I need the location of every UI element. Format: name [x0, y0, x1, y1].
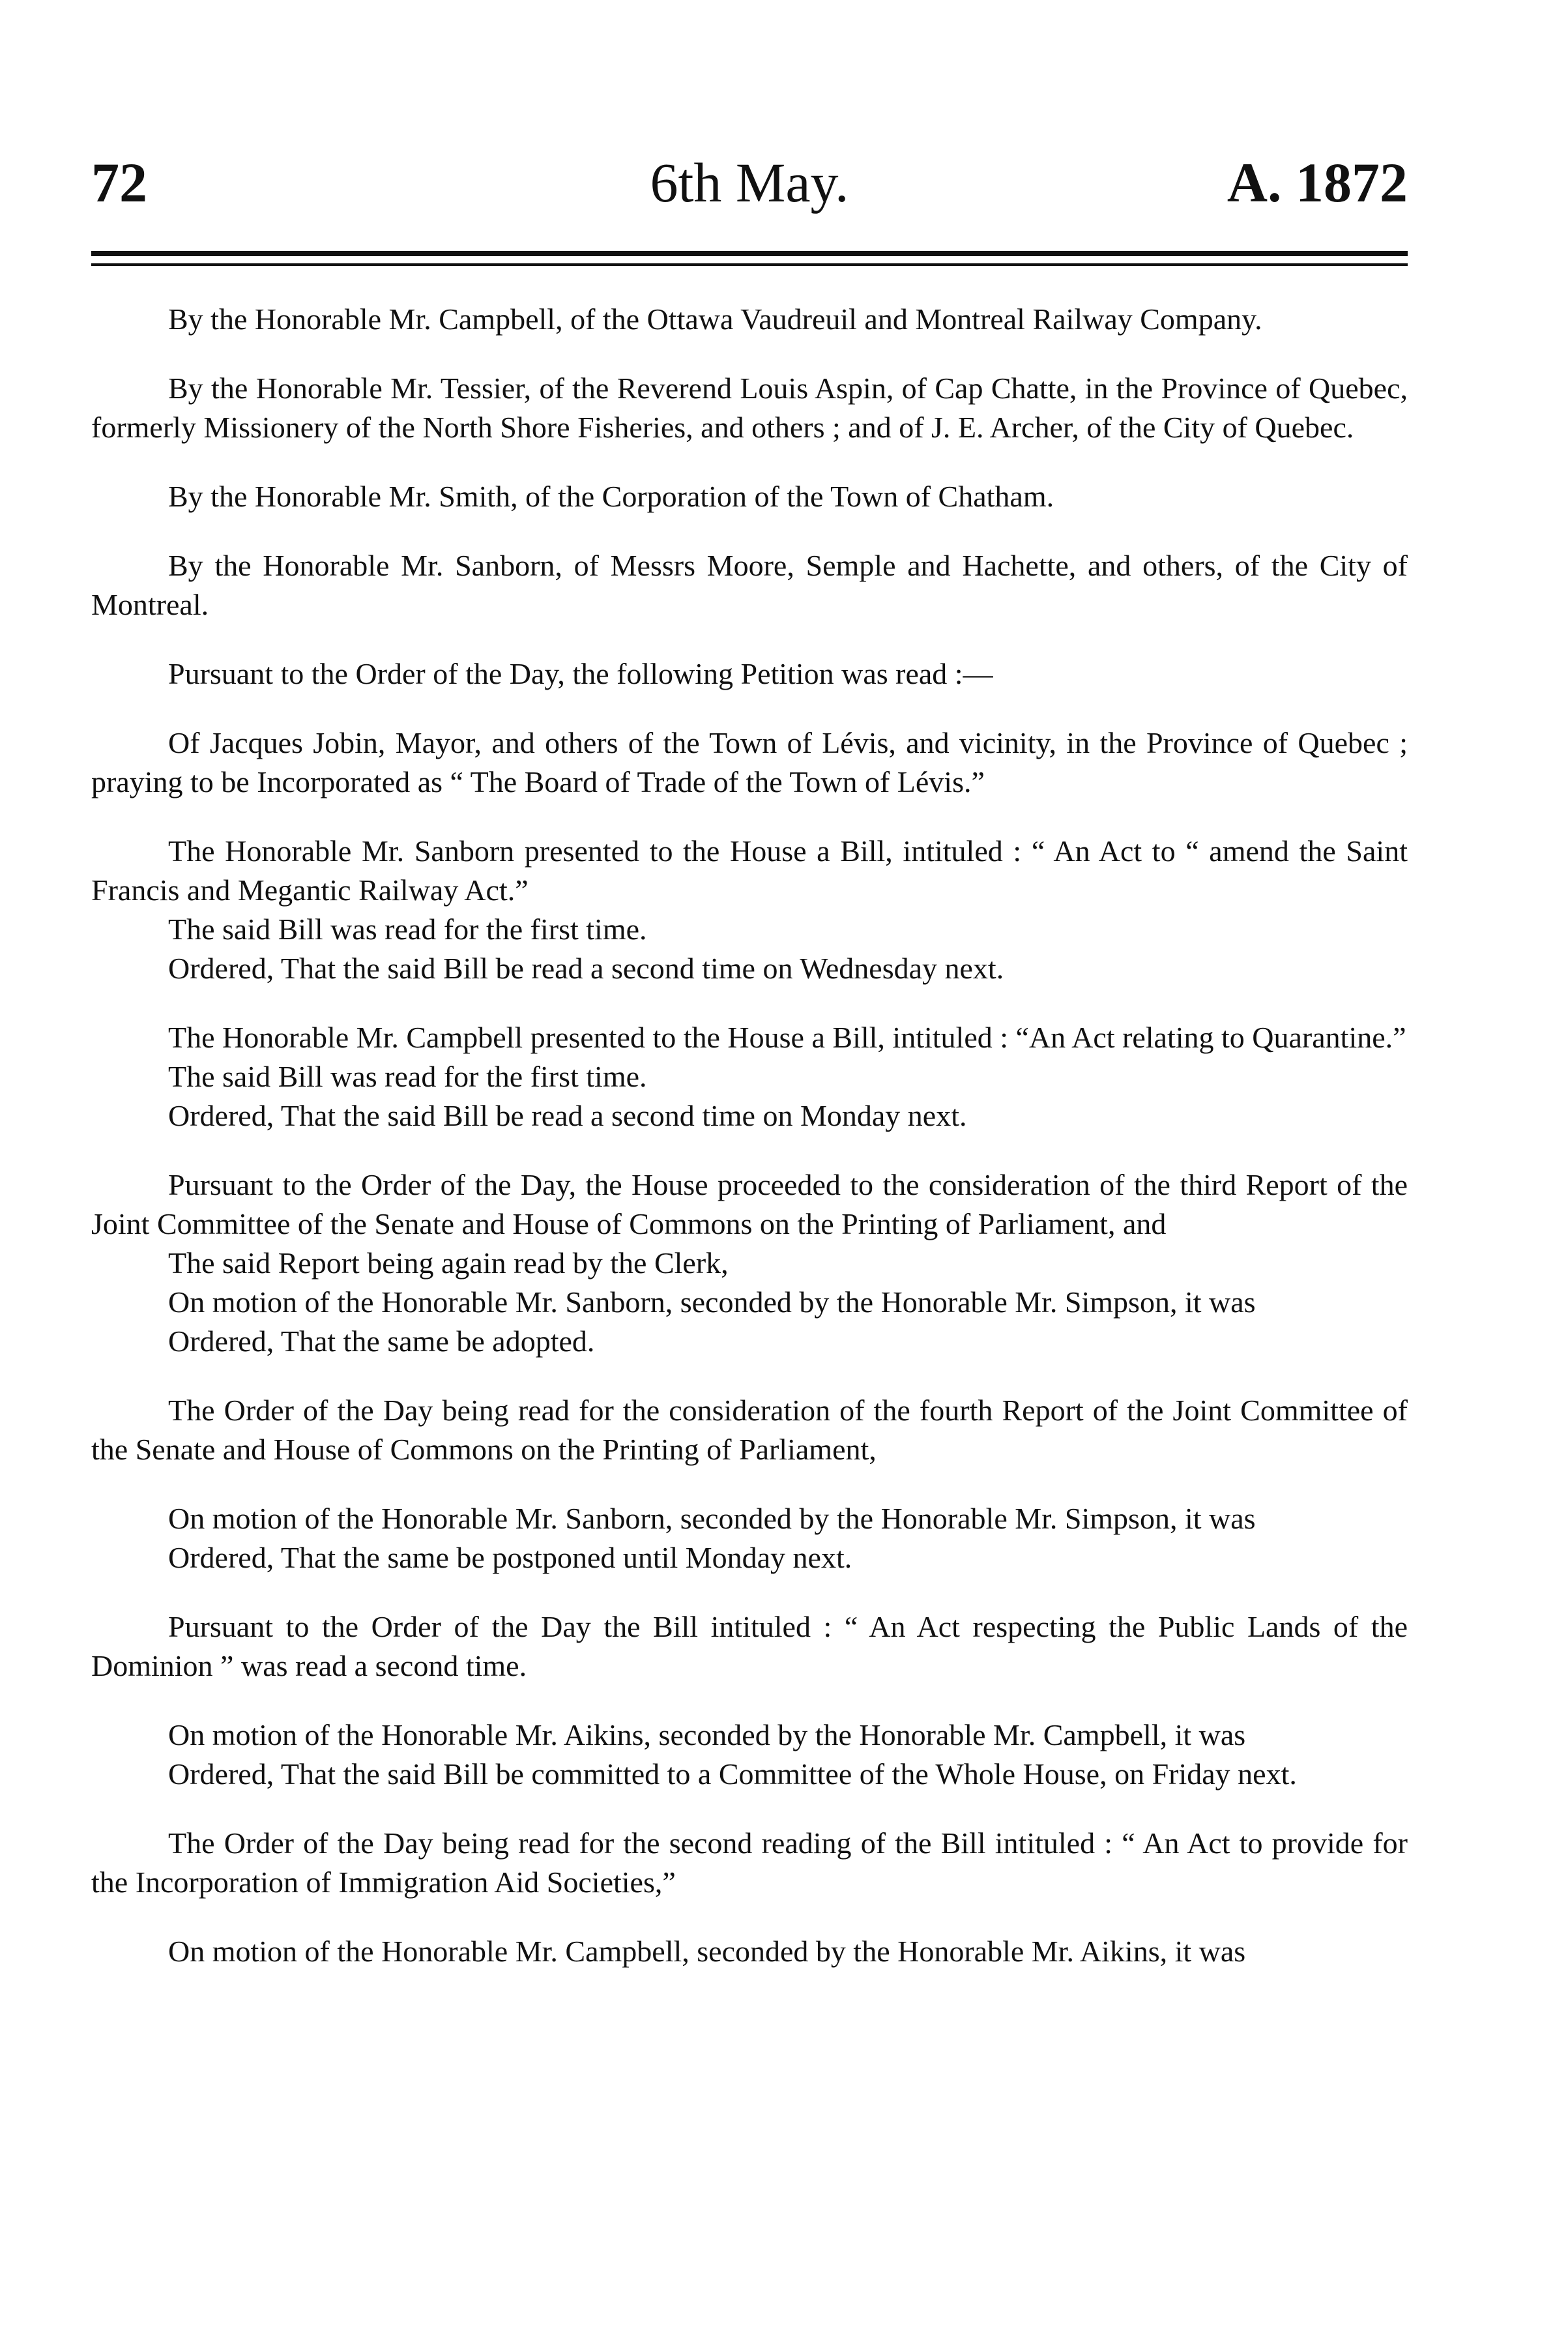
fourth-report-intro: The Order of the Day being read for the consideration of the fourth Report of the Joint Committee of the Senate and House of Commons on the Printing of Parliament,	[91, 1394, 1408, 1466]
page-header	[91, 150, 1408, 228]
bill-quarantine-first-reading: The said Bill was read for the first time.	[168, 1060, 647, 1093]
fourth-report-order: Ordered, That the same be postponed until Monday next.	[168, 1541, 852, 1574]
third-report-order: Ordered, That the same be adopted.	[168, 1324, 595, 1358]
public-lands-order: Ordered, That the said Bill be committed to a Committee of the Whole House, on Friday next.	[168, 1757, 1297, 1791]
immigration-bill-motion: On motion of the Honorable Mr. Campbell, seconded by the Honorable Mr. Aikins, it was	[168, 1935, 1246, 1968]
journal-body	[91, 300, 1408, 1971]
page-date: 6th May.	[650, 151, 849, 214]
bill-quarantine-intro: The Honorable Mr. Campbell presented to the House a Bill, intituled : “An Act relating to Quarantine.”	[168, 1021, 1406, 1054]
bill-saint-francis-intro: The Honorable Mr. Sanborn presented to the House a Bill, intituled : “ An Act to “ amend the Saint Francis and Megantic Railway Act.”	[91, 834, 1408, 907]
bill-quarantine-order: Ordered, That the said Bill be read a second time on Monday next.	[168, 1099, 967, 1132]
petition-entry-smith: By the Honorable Mr. Smith, of the Corporation of the Town of Chatham.	[168, 480, 1054, 513]
bill-saint-francis-first-reading: The said Bill was read for the first time.	[168, 913, 647, 946]
third-report-intro: Pursuant to the Order of the Day, the House proceeded to the consideration of the third Report of the Joint Committee of the Senate and House of Commons on the Printing of Parliament, and	[91, 1168, 1408, 1240]
petition-entry-sanborn: By the Honorable Mr. Sanborn, of Messrs Moore, Semple and Hachette, and others, of the City of Montreal.	[91, 549, 1408, 621]
public-lands-motion: On motion of the Honorable Mr. Aikins, seconded by the Honorable Mr. Campbell, it was	[168, 1718, 1246, 1751]
page-number: 72	[91, 151, 147, 214]
petition-read-notice: Pursuant to the Order of the Day, the following Petition was read :—	[168, 657, 993, 690]
bill-saint-francis-order: Ordered, That the said Bill be read a second time on Wednesday next.	[168, 952, 1004, 985]
petition-entry-tessier: By the Honorable Mr. Tessier, of the Reverend Louis Aspin, of Cap Chatte, in the Province of Quebec, formerly Missionery of the North Shore Fisheries, and others ; and of J. E. Archer, of the City of Quebec.	[91, 372, 1408, 444]
third-report-motion: On motion of the Honorable Mr. Sanborn, seconded by the Honorable Mr. Simpson, it was	[168, 1285, 1256, 1319]
petition-entry-campbell: By the Honorable Mr. Campbell, of the Ottawa Vaudreuil and Montreal Railway Company.	[168, 302, 1262, 336]
header-rule-thick	[91, 251, 1408, 256]
fourth-report-motion: On motion of the Honorable Mr. Sanborn, seconded by the Honorable Mr. Simpson, it was	[168, 1502, 1256, 1535]
third-report-read: The said Report being again read by the Clerk,	[168, 1246, 729, 1280]
page-year: A. 1872	[1227, 151, 1408, 214]
public-lands-intro: Pursuant to the Order of the Day the Bill intituled : “ An Act respecting the Public Lands of the Dominion ” was read a second time.	[91, 1610, 1408, 1682]
immigration-bill-intro: The Order of the Day being read for the second reading of the Bill intituled : “ An Act to provide for the Incorporation of Immigration Aid Societies,”	[91, 1826, 1408, 1899]
header-rule-thin	[91, 263, 1408, 266]
petition-jobin: Of Jacques Jobin, Mayor, and others of the Town of Lévis, and vicinity, in the Province of Quebec ; praying to be Incorporated as “ The Board of Trade of the Town of Lévis.”	[91, 726, 1408, 798]
